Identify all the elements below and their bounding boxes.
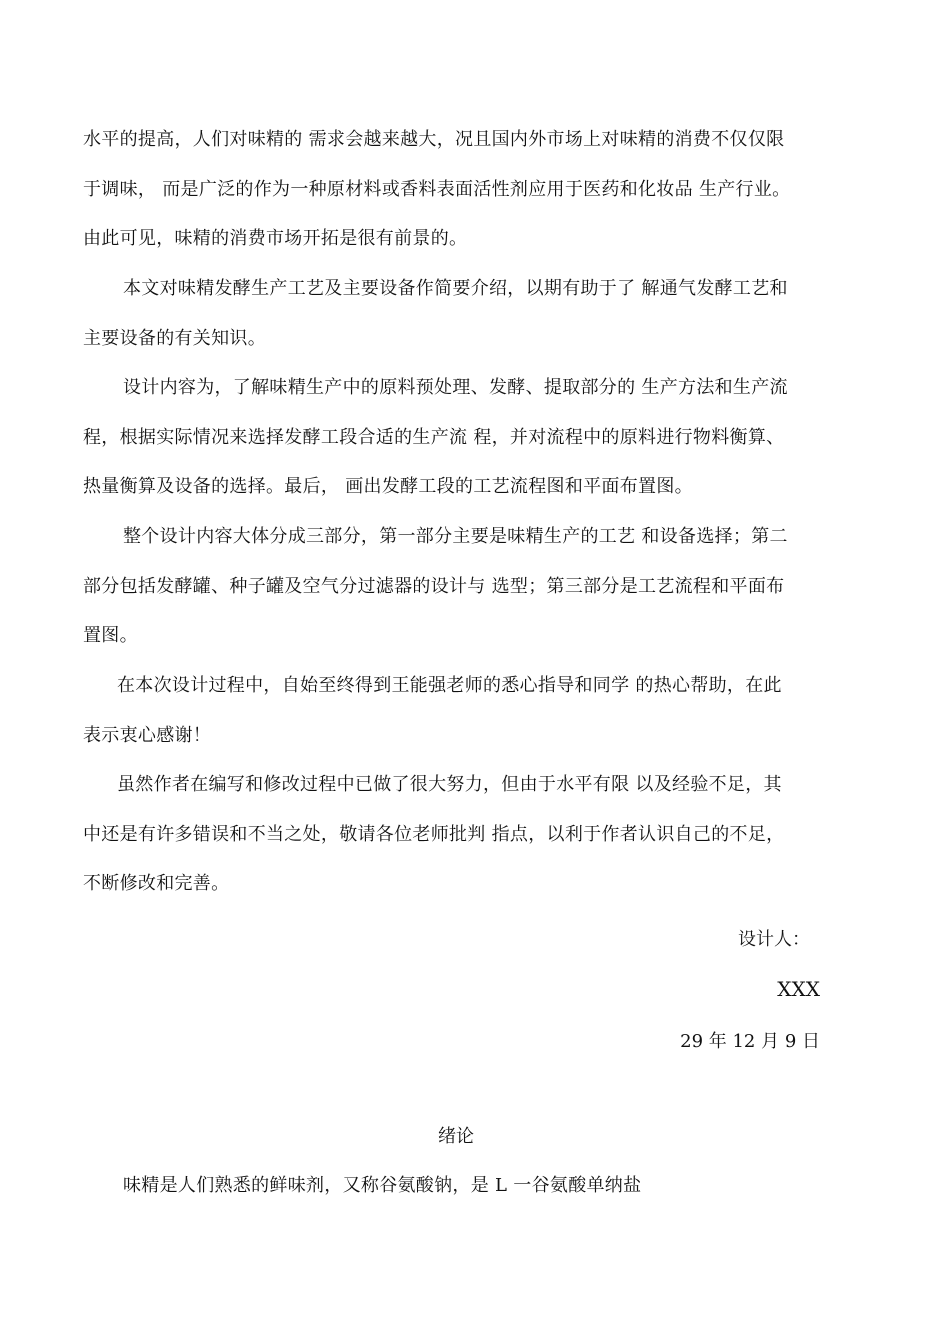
section-paragraph [83, 1161, 833, 1211]
signature-date: 29 年 12 月 9 日 [680, 1031, 820, 1052]
signature-label: 设计人： [738, 929, 810, 950]
text-line: 本文对味精发酵生产工艺及主要设备作简要介绍，以期有助于了 解通气发酵工艺和 [123, 278, 788, 299]
signature-name: XXX [777, 977, 820, 1001]
text-line: 虽然作者在编写和修改过程中已做了很大努力，但由于水平有限 以及经验不足，其 [117, 774, 782, 795]
paragraph-continuation [83, 115, 833, 264]
text-line: 置图。 [83, 625, 138, 646]
text-line: 味精是人们熟悉的鲜味剂，又称谷氨酸钠，是 L 一谷氨酸单纳盐 [123, 1175, 642, 1196]
paragraph-design-content [83, 363, 833, 512]
text-line: 于调味， 而是广泛的作为一种原材料或香料表面活性剂应用于医药和化妆品 生产行业。 [83, 178, 791, 200]
text-line: 水平的提高，人们对味精的 需求会越来越大，况且国内外市场上对味精的消费不仅仅限 [83, 129, 785, 150]
text-line: 整个设计内容大体分成三部分，第一部分主要是味精生产的工艺 和设备选择；第二 [123, 526, 788, 547]
text-line: 主要设备的有关知识。 [83, 327, 266, 349]
text-line: 设计内容为，了解味精生产中的原料预处理、发酵、提取部分的 生产方法和生产流 [123, 377, 788, 398]
text-line: 表示衷心感谢！ [83, 724, 212, 746]
text-line: 在本次设计过程中，自始至终得到王能强老师的悉心指导和同学 的热心帮助，在此 [117, 675, 782, 696]
text-line: 热量衡算及设备的选择。最后， 画出发酵工段的工艺流程图和平面布置图。 [83, 476, 693, 497]
paragraph-thanks [83, 661, 833, 760]
section-title: 绪论 [438, 1126, 474, 1147]
text-line: 中还是有许多错误和不当之处，敬请各位老师批判 指点，以利于作者认识自己的不足， [83, 823, 785, 845]
text-line: 由此可见，味精的消费市场开拓是很有前景的。 [83, 228, 468, 249]
paragraph-intro [83, 264, 833, 363]
text-line: 程，根据实际情况来选择发酵工段合适的生产流 程，并对流程中的原料进行物料衡算、 [83, 426, 785, 448]
paragraph-structure [83, 512, 833, 661]
text-line: 不断修改和完善。 [83, 873, 230, 894]
paragraph-disclaimer [83, 760, 833, 909]
text-line: 部分包括发酵罐、种子罐及空气分过滤器的设计与 选型；第三部分是工艺流程和平面布 [83, 575, 785, 597]
